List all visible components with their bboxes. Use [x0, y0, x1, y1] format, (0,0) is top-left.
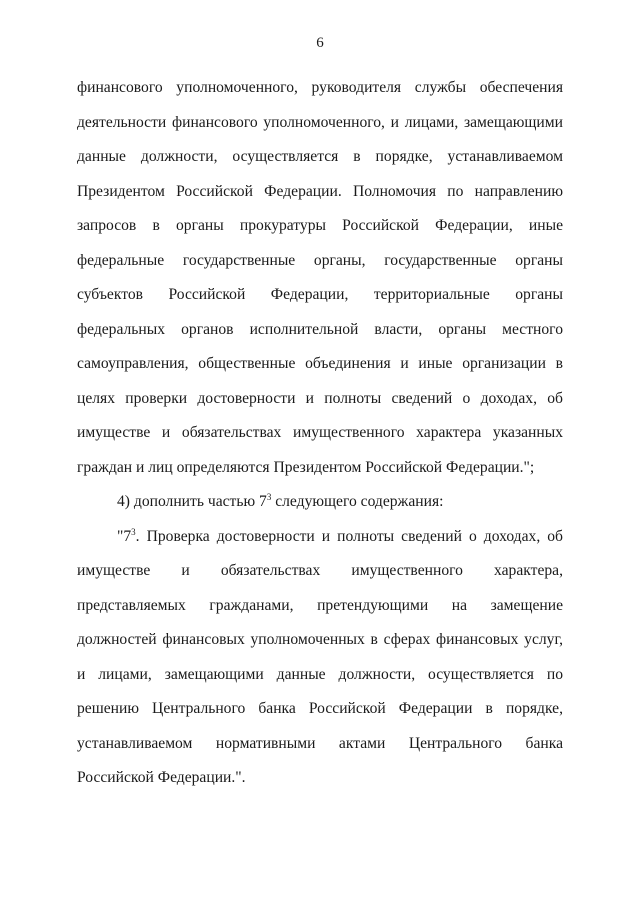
paragraph-text: следующего содержания: [271, 493, 444, 510]
superscript: 3 [131, 526, 136, 537]
page-number: 6 [316, 35, 324, 51]
paragraph-text: 4) дополнить частью 7 [117, 493, 267, 510]
paragraph-new-part [77, 520, 563, 796]
document-body [77, 71, 563, 796]
paragraph-text: "7 [117, 527, 132, 545]
paragraph-amendment-item [77, 485, 563, 520]
superscript: 3 [266, 491, 272, 502]
paragraph-continuation: финансового уполномоченного, руководителя службы обеспечения деятельности финансового уполномоченного, и лицами, замещающими данные должности, осуществляется в порядке, устанавливаемом Президентом Российской Федерации. Полномочия по направлению запросов в органы прокуратуры Российской Федерации, иные федеральные государственные органы, государственные органы субъектов Российской Федерации, территориальные органы федеральных органов исполнительной власти, органы местного самоуправления, общественные объединения и иные организации в целях проверки достоверности и полноты сведений о доходах, об имуществе и обязательствах имущественного характера указанных граждан и лиц определяются Президентом Российской Федерации."; [77, 79, 563, 476]
paragraph-text: . Проверка достоверности и полноты сведений о доходах, об имуществе и обязательствах имущественного характера, представляемых гражданами, претендующими на замещение должностей финансовых уполномоченных в сферах финансовых услуг, и лицами, замещающими данные должности, осуществляется по решению Центрального банка Российской Федерации в порядке, устанавливаемом нормативными актами Центрального банка Российской Федерации.". [77, 527, 563, 786]
